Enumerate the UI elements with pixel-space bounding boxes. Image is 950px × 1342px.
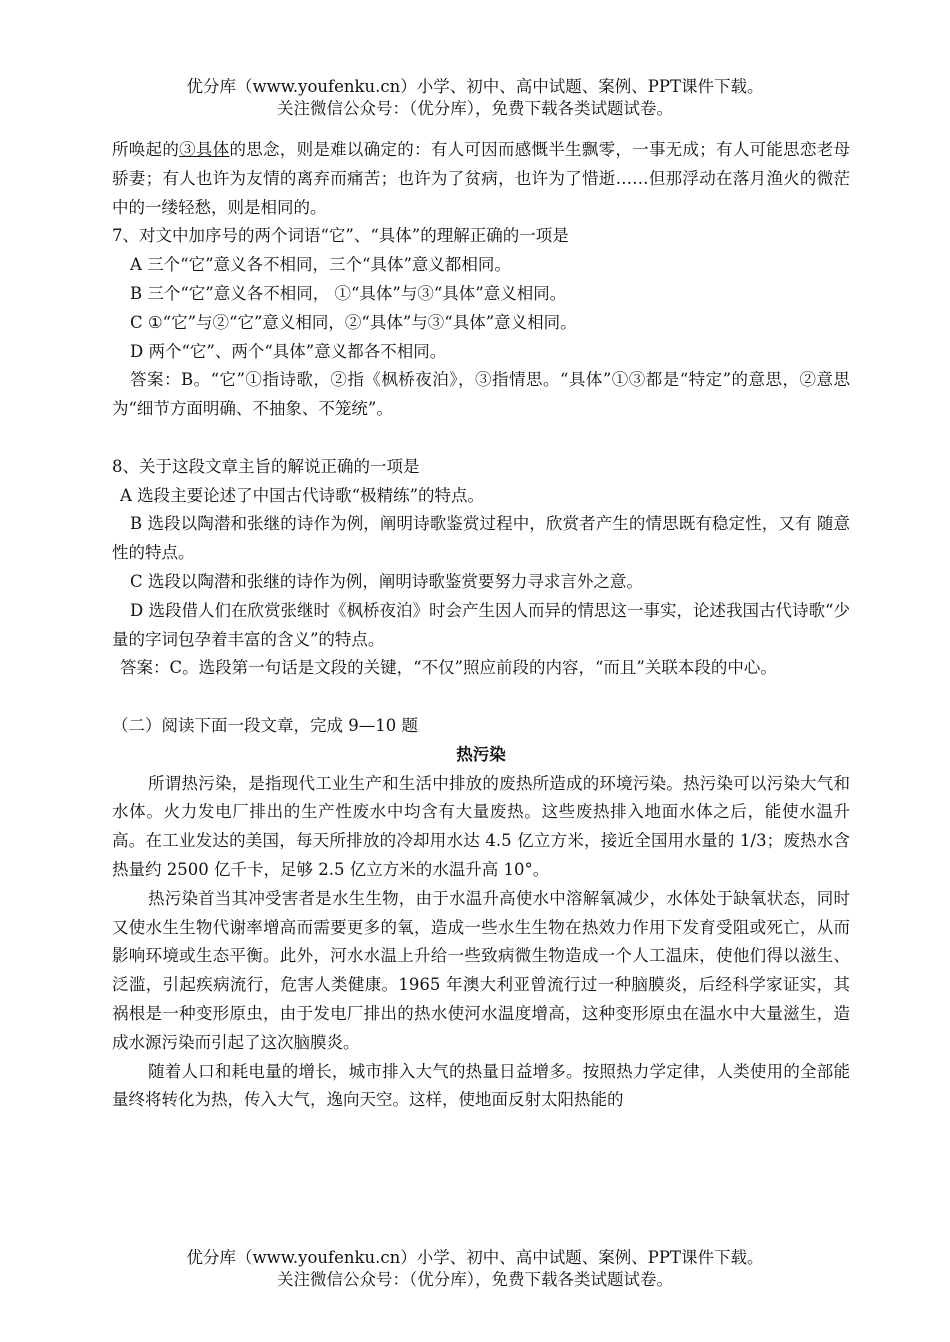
article-paragraph-2: 热污染首当其冲受害者是水生生物，由于水温升高使水中溶解氧减少，水体处于缺氧状态，同时又使水生生物代谢率增高而需要更多的氧，造成一些水生生物在热效力作用下发育受阻或死亡，从而影响环境或生态平衡。此外，河水水温上升给一些致病微生物造成一个人工温床，使他们得以滋生、泛滥，引起疾病流行，危害人类健康。1965 年澳大利亚曾流行过一种脑膜炎，后经科学家证实，其祸根是一种变形原虫，由于发电厂排出的热水使河水温度增高，这种变形原虫在温水中大量滋生，造成水源污染而引起了这次脑膜炎。 [112,888,850,1052]
spacer [112,683,850,712]
question-8-option-d: D 选段借人们在欣赏张继时《枫桥夜泊》时会产生因人而异的情思这一事实，论述我国古代诗歌“少量的字词包孕着丰富的含义”的特点。 [112,600,850,649]
document-body [112,136,850,1115]
header-line-2: 关注微信公众号：（优分库），免费下载各类试题试卷。 [277,99,673,118]
question-8-option-a: A 选段主要论述了中国古代诗歌“极精练”的特点。 [120,485,485,505]
article-paragraph-3: 随着人口和耗电量的增长，城市排入大气的热量日益增多。按照热力学定律，人类使用的全部能量终将转化为热，传入大气，逸向天空。这样，使地面反射太阳热能的 [112,1061,850,1110]
article-title: 热污染 [456,744,506,764]
question-8-answer: 答案：C。选段第一句话是文段的关键，“不仅”照应前段的内容，“而且”关联本段的中心。 [120,658,777,678]
question-7-option-b: B 三个“它”意义各不相同， ①“具体”与③“具体”意义相同。 [130,283,567,303]
question-7-stem: 7、对文中加序号的两个词语“它”、“具体”的理解正确的一项是 [112,226,569,246]
passage-underlined-term: ③具体 [179,140,230,159]
passage-rest: 的思念，则是难以确定的：有人可因而感慨半生飘零，一事无成；有人可能思恋老母骄妻；有人也许为友情的离弃而痛苦；也许为了贫病，也许为了惜逝……但那浮动在落月渔火的微茫中的一缕轻愁，则是相同的。 [112,140,851,217]
question-7-option-c: C ①“它”与②“它”意义相同，②“具体”与③“具体”意义相同。 [130,312,577,332]
passage-lead: 所唤起的 [112,140,180,159]
question-7-answer: 答案：B。“它”①指诗歌，②指《枫桥夜泊》，③指情思。“具体”①③都是“特定”的意思，②意思为“细节方面明确、不抽象、不笼统”。 [112,370,850,419]
passage-continuation [112,136,850,222]
question-7-option-a: A 三个“它”意义各不相同，三个“具体”意义都相同。 [130,255,511,275]
question-7-option-d: D 两个“它”、两个“具体”意义都各不相同。 [130,341,447,361]
footer-line-1: 优分库（www.youfenku.cn）小学、初中、高中试题、案例、PPT课件下载。 [186,1248,764,1267]
page-footer [0,1247,950,1291]
header-line-1: 优分库（www.youfenku.cn）小学、初中、高中试题、案例、PPT课件下载。 [186,77,764,96]
section-2-intro: （二）阅读下面一段文章，完成 9—10 题 [112,715,418,735]
question-8-option-c: C 选段以陶潜和张继的诗作为例，阐明诗歌鉴赏要努力寻求言外之意。 [130,571,643,591]
spacer [112,424,850,453]
question-8-stem: 8、关于这段文章主旨的解说正确的一项是 [112,456,420,476]
footer-line-2: 关注微信公众号：（优分库），免费下载各类试题试卷。 [277,1270,673,1289]
page-header [0,76,950,120]
article-paragraph-1: 所谓热污染，是指现代工业生产和生活中排放的废热所造成的环境污染。热污染可以污染大气和水体。火力发电厂排出的生产性废水中均含有大量废热。这些废热排入地面水体之后，能使水温升高。在工业发达的美国，每天所排放的冷却用水达 4.5 亿立方米，接近全国用水量的 1/3；废热水含热量约 2500 亿千卡，足够 2.5 亿立方米的水温升高 10°。 [112,773,850,879]
question-8-option-b: B 选段以陶潜和张继的诗作为例，阐明诗歌鉴赏过程中，欣赏者产生的情思既有稳定性，又有 随意性的特点。 [112,514,850,563]
